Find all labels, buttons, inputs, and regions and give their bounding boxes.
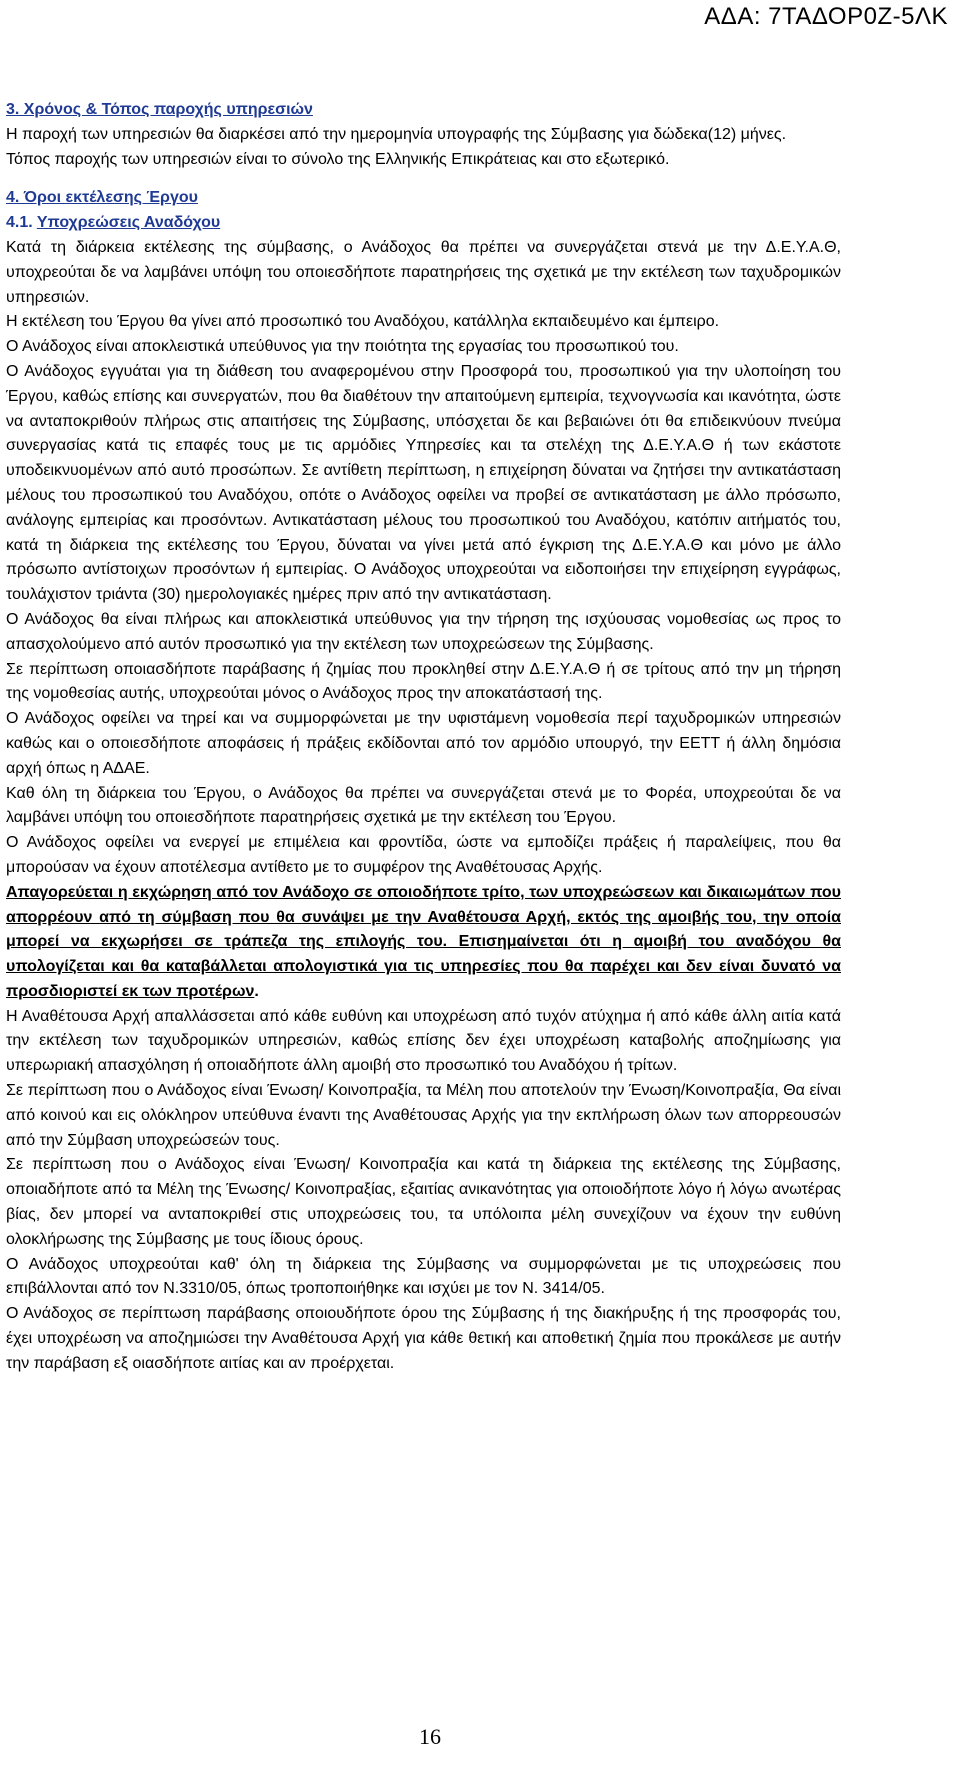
section-4-heading: 4. Όροι εκτέλεσης Έργου — [6, 189, 198, 207]
section-3-heading: 3. Χρόνος & Τόπος παροχής υπηρεσιών — [6, 101, 313, 118]
paragraph: Ο Ανάδοχος θα είναι πλήρως και αποκλειστικά υπεύθυνος για την τήρηση της ισχύουσας νομοθεσίας ως προς το απασχολούμενο από αυτόν προσωπικό για την εκτέλεση των υποχρεώσεων της Σύμβασης. — [6, 610, 841, 653]
paragraph: Η εκτέλεση του Έργου θα γίνει από προσωπικό του Αναδόχου, κατάλληλα εκπαιδευμένο και έμπειρο. — [6, 313, 720, 331]
paragraph: Σε περίπτωση οποιασδήποτε παράβασης ή ζημίας που προκληθεί στην Δ.Ε.Υ.Α.Θ ή σε τρίτους από την μη τήρηση της νομοθεσίας αυτής, υποχρεούται μόνος ο Ανάδοχος προς την αποκατάστασή της. — [6, 660, 841, 703]
paragraph: Σε περίπτωση που ο Ανάδοχος είναι Ένωση/ Κοινοπραξία και κατά τη διάρκεια της εκτέλεσης της Σύμβασης, οποιαδήποτε από τα Μέλη της Ένωσης/ Κοινοπραξίας, εξαιτίας ανικανότητας για οποιοδήποτε λόγο ή λόγω ανωτέρας βίας, δεν μπορεί να ανταποκριθεί στις υποχρεώσεις του, τα υπόλοιπα μέλη συνεχίζουν να έχουν την ευθύνη ολοκλήρωσης της Σύμβασης με τους ίδιους όρους. — [6, 1156, 841, 1248]
paragraph: Η Αναθέτουσα Αρχή απαλλάσσεται από κάθε ευθύνη και υποχρέωση από τυχόν ατύχημα ή από κάθε άλλη αιτία κατά την εκτέλεση των ταχυδρομικών υπηρεσιών, καθώς επίσης δεν έχει υποχρέωση καταβολής αποζημίωσης για υπερωριακή απασχόληση ή οποιαδήποτε άλλη αμοιβή στο προσωπικό του Αναδόχου ή τρίτων. — [6, 1007, 841, 1075]
ada-code: ΑΔΑ: 7ΤΑΔΟΡ0Ζ-5ΛΚ — [704, 3, 948, 30]
document-body — [6, 98, 841, 1377]
paragraph: Ο Ανάδοχος οφείλει να τηρεί και να συμμορφώνεται με την υφιστάμενη νομοθεσία περί ταχυδρομικών υπηρεσιών καθώς και ο οποιεσδήποτε αποφάσεις ή πράξεις εκδίδονται από τον αρμόδιο υπουργό, την ΕΕΤΤ ή άλλη δημόσια αρχή όπως η ΑΔΑΕ. — [6, 710, 841, 777]
paragraph: Ο Ανάδοχος εγγυάται για τη διάθεση του αναφερομένου στην Προσφορά του, προσωπικού για την υλοποίηση του Έργου, καθώς επίσης και συνεργατών, που θα διαθέτουν την απαιτούμενη εμπειρία, τεχνογνωσία και ικανότητα, ώστε να ανταποκριθούν πλήρως στις απαιτήσεις της Σύμβασης, υπόσχεται δε και βεβαιώνει ότι θα επιδεικνύουν πνεύμα συνεργασίας κατά τις επαφές τους με τις αρμόδιες Υπηρεσίες και τα στελέχη της Δ.Ε.Υ.Α.Θ ή των εκάστοτε υποδεικνυομένων από αυτό προσώπων. Σε αντίθετη περίπτωση, η επιχείρηση δύναται να ζητήσει την αντικατάσταση μέλους του προσωπικού του Αναδόχου, οπότε ο Ανάδοχος οφείλει να προβεί σε αντικατάσταση με άλλο πρόσωπο, ανάλογης εμπειρίας και προσόντων. Αντικατάσταση μέλους του προσωπικού του Αναδόχου, κατόπιν αιτήματός του, κατά τη διάρκεια της εκτέλεσης του Έργου, δύναται να γίνει μετά από έγκριση της Δ.Ε.Υ.Α.Θ και μόνο με άλλο πρόσωπο αντίστοιχων προσόντων ή εμπειρίας. Ο Ανάδοχος υποχρεούται να ειδοποιήσει την επιχείρηση εγγράφως, τουλάχιστον τριάντα (30) ημερολογιακές ημέρες πριν από την αντικατάσταση. — [6, 362, 841, 604]
page-number: 16 — [419, 1724, 441, 1749]
paragraph: Ο Ανάδοχος είναι αποκλειστικά υπεύθυνος για την ποιότητα της εργασίας του προσωπικού του. — [6, 338, 679, 356]
paragraph: Ο Ανάδοχος σε περίπτωση παράβασης οποιουδήποτε όρου της Σύμβασης ή της διακήρυξης ή της προσφοράς του, έχει υποχρέωση να αποζημιώσει την Αναθέτουσα Αρχή για κάθε θετική και αποθετική ζημία που προκάλεσε με αυτήν την παράβαση εξ οιασδήποτε αιτίας και αν προέρχεται. — [6, 1305, 841, 1372]
paragraph: Κατά τη διάρκεια εκτέλεσης της σύμβασης, ο Ανάδοχος θα πρέπει να συνεργάζεται στενά με την Δ.Ε.Υ.Α.Θ, υποχρεούται δε να λαμβάνει υπόψη του οποιεσδήποτε παρατηρήσεις της σχετικά με την εκτέλεση των ταχυδρομικών υπηρεσιών. — [6, 238, 841, 306]
paragraph: Ο Ανάδοχος οφείλει να ενεργεί με επιμέλεια και φροντίδα, ώστε να εμποδίζει πράξεις ή παραλείψεις, που θα μπορούσαν να έχουν αποτέλεσμα αντίθετο με το συμφέρον της Αναθέτουσας Αρχής. — [6, 834, 841, 876]
paragraph: Καθ όλη τη διάρκεια του Έργου, ο Ανάδοχος θα πρέπει να συνεργάζεται στενά με το Φορέα, υποχρεούται δε να λαμβάνει υπόψη του οποιεσδήποτε παρατηρήσεις σχετικά με την εκτέλεση του Έργου. — [6, 784, 841, 827]
subsection-4-1-heading: 4.1. Υποχρεώσεις Αναδόχου — [6, 214, 221, 232]
paragraph: Σε περίπτωση που ο Ανάδοχος είναι Ένωση/ Κοινοπραξία, τα Μέλη που αποτελούν την Ένωση/Κοινοπραξία, Θα είναι από κοινού και εις ολόκληρον υπεύθυνα έναντι της Αναθέτουσας Αρχής για την εκπλήρωση όλων των απορρεουσών από την Σύμβαση υποχρεώσεών τους. — [6, 1082, 841, 1149]
paragraph: Ο Ανάδοχος υποχρεούται καθ' όλη τη διάρκεια της Σύμβασης να συμμορφώνεται με τις υποχρεώσεις που επιβάλλονται από τον Ν.3310/05, όπως τροποποιήθηκε και ισχύει με τον Ν. 3414/05. — [6, 1255, 841, 1298]
paragraph: Τόπος παροχής των υπηρεσιών είναι το σύνολο της Ελληνικής Επικράτειας και στο εξωτερικό. — [6, 150, 670, 168]
assignment-prohibition-paragraph: Απαγορεύεται η εκχώρηση από τον Ανάδοχο σε οποιοδήποτε τρίτο, των υποχρεώσεων και δικαιωμάτων που απορρέουν από τη σύμβαση που θα συνάψει με την Αναθέτουσα Αρχή, εκτός της αμοιβής του, την οποία μπορεί να εκχωρήσει σε τράπεζα της επιλογής του. Επισημαίνεται ότι η αμοιβή του αναδόχου θα υπολογίζεται και θα καταβάλλεται απολογιστικά για τις υπηρεσίες που θα παρέχει και δεν είναι δυνατό να προσδιοριστεί εκ των προτέρων. — [6, 883, 841, 1000]
paragraph: Η παροχή των υπηρεσιών θα διαρκέσει από την ημερομηνία υπογραφής της Σύμβασης για δώδεκα(12) μήνες. — [6, 125, 787, 143]
